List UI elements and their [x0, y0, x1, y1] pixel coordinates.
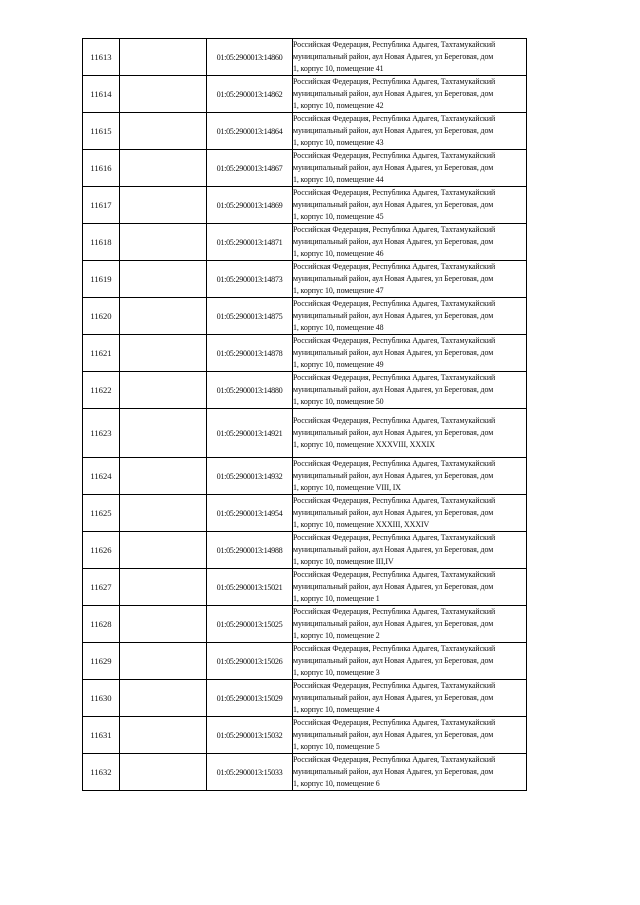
address-line: 1, корпус 10, помещение 44 — [293, 174, 384, 184]
address-cell — [293, 261, 527, 298]
cadastral-number: 01:05:2900013:14921 — [207, 409, 293, 458]
address-cell — [293, 39, 527, 76]
empty-cell — [120, 606, 207, 643]
address-line: 1, корпус 10, помещение 48 — [293, 322, 384, 332]
address-line: муниципальный район, аул Новая Адыгея, ул Береговая, дом — [293, 471, 494, 481]
table-row — [83, 717, 527, 754]
table-row — [83, 372, 527, 409]
address-line: Российская Федерация, Республика Адыгея, Тахтамукайский — [293, 755, 496, 765]
address-cell — [293, 606, 527, 643]
table-row — [83, 113, 527, 150]
address-line: Российская Федерация, Республика Адыгея, Тахтамукайский — [293, 681, 496, 691]
address-line: муниципальный район, аул Новая Адыгея, ул Береговая, дом — [293, 693, 494, 703]
table-row — [83, 532, 527, 569]
address-line: Российская Федерация, Республика Адыгея, Тахтамукайский — [293, 114, 496, 124]
address-cell — [293, 224, 527, 261]
table-row — [83, 261, 527, 298]
empty-cell — [120, 76, 207, 113]
empty-cell — [120, 495, 207, 532]
address-line: 1, корпус 10, помещение 45 — [293, 211, 384, 221]
address-line: Российская Федерация, Республика Адыгея, Тахтамукайский — [293, 496, 496, 506]
address-line: Российская Федерация, Республика Адыгея, Тахтамукайский — [293, 533, 496, 543]
address-cell — [293, 643, 527, 680]
address-line: 1, корпус 10, помещение III,IV — [293, 556, 394, 566]
row-number: 11628 — [83, 606, 120, 643]
row-number: 11622 — [83, 372, 120, 409]
cadastral-number: 01:05:2900013:14880 — [207, 372, 293, 409]
empty-cell — [120, 150, 207, 187]
cadastral-number: 01:05:2900013:15021 — [207, 569, 293, 606]
address-line: муниципальный район, аул Новая Адыгея, ул Береговая, дом — [293, 508, 494, 518]
address-line: муниципальный район, аул Новая Адыгея, ул Береговая, дом — [293, 730, 494, 740]
address-line: 1, корпус 10, помещение 43 — [293, 137, 384, 147]
row-number: 11631 — [83, 717, 120, 754]
cadastral-number: 01:05:2900013:14988 — [207, 532, 293, 569]
empty-cell — [120, 335, 207, 372]
address-cell — [293, 298, 527, 335]
cadastral-number: 01:05:2900013:14867 — [207, 150, 293, 187]
address-line: муниципальный район, аул Новая Адыгея, ул Береговая, дом — [293, 767, 494, 777]
address-line: муниципальный район, аул Новая Адыгея, ул Береговая, дом — [293, 619, 494, 629]
empty-cell — [120, 409, 207, 458]
table-row — [83, 150, 527, 187]
empty-cell — [120, 224, 207, 261]
cadastral-number: 01:05:2900013:15033 — [207, 754, 293, 791]
empty-cell — [120, 643, 207, 680]
address-line: Российская Федерация, Республика Адыгея, Тахтамукайский — [293, 151, 496, 161]
address-line: Российская Федерация, Республика Адыгея, Тахтамукайский — [293, 373, 496, 383]
cadastral-number: 01:05:2900013:14871 — [207, 224, 293, 261]
row-number: 11615 — [83, 113, 120, 150]
row-number: 11619 — [83, 261, 120, 298]
table-row — [83, 76, 527, 113]
address-cell — [293, 532, 527, 569]
address-line: муниципальный район, аул Новая Адыгея, ул Береговая, дом — [293, 163, 494, 173]
address-line: Российская Федерация, Республика Адыгея, Тахтамукайский — [293, 416, 496, 426]
row-number: 11625 — [83, 495, 120, 532]
row-number: 11613 — [83, 39, 120, 76]
address-line: Российская Федерация, Республика Адыгея, Тахтамукайский — [293, 77, 496, 87]
address-line: муниципальный район, аул Новая Адыгея, ул Береговая, дом — [293, 89, 494, 99]
address-line: 1, корпус 10, помещение 2 — [293, 630, 380, 640]
table-row — [83, 39, 527, 76]
address-line: Российская Федерация, Республика Адыгея, Тахтамукайский — [293, 459, 496, 469]
address-line: муниципальный район, аул Новая Адыгея, ул Береговая, дом — [293, 428, 494, 438]
address-line: Российская Федерация, Республика Адыгея, Тахтамукайский — [293, 262, 496, 272]
address-line: 1, корпус 10, помещение 4 — [293, 704, 380, 714]
row-number: 11627 — [83, 569, 120, 606]
address-line: муниципальный район, аул Новая Адыгея, ул Береговая, дом — [293, 348, 494, 358]
address-line: муниципальный район, аул Новая Адыгея, ул Береговая, дом — [293, 545, 494, 555]
registry-table — [82, 38, 527, 791]
address-line: муниципальный район, аул Новая Адыгея, ул Береговая, дом — [293, 311, 494, 321]
address-line: 1, корпус 10, помещение 47 — [293, 285, 384, 295]
address-line: Российская Федерация, Республика Адыгея, Тахтамукайский — [293, 188, 496, 198]
address-line: Российская Федерация, Республика Адыгея, Тахтамукайский — [293, 225, 496, 235]
cadastral-number: 01:05:2900013:14873 — [207, 261, 293, 298]
cadastral-number: 01:05:2900013:14932 — [207, 458, 293, 495]
table-row — [83, 335, 527, 372]
empty-cell — [120, 113, 207, 150]
address-cell — [293, 717, 527, 754]
address-cell — [293, 187, 527, 224]
row-number: 11623 — [83, 409, 120, 458]
cadastral-number: 01:05:2900013:14862 — [207, 76, 293, 113]
address-line: 1, корпус 10, помещение 41 — [293, 63, 384, 73]
address-line: 1, корпус 10, помещение XXXVIII, XXXIX — [293, 439, 435, 449]
cadastral-number: 01:05:2900013:15029 — [207, 680, 293, 717]
empty-cell — [120, 532, 207, 569]
empty-cell — [120, 754, 207, 791]
row-number: 11616 — [83, 150, 120, 187]
table-row — [83, 458, 527, 495]
address-line: 1, корпус 10, помещение 6 — [293, 778, 380, 788]
address-line: 1, корпус 10, помещение VIII, IX — [293, 482, 401, 492]
row-number: 11620 — [83, 298, 120, 335]
cadastral-number: 01:05:2900013:14869 — [207, 187, 293, 224]
cadastral-number: 01:05:2900013:15026 — [207, 643, 293, 680]
address-line: 1, корпус 10, помещение 1 — [293, 593, 380, 603]
row-number: 11624 — [83, 458, 120, 495]
address-cell — [293, 113, 527, 150]
cadastral-number: 01:05:2900013:15032 — [207, 717, 293, 754]
registry-table-body — [83, 39, 527, 791]
address-line: 1, корпус 10, помещение 49 — [293, 359, 384, 369]
address-line: 1, корпус 10, помещение 42 — [293, 100, 384, 110]
address-cell — [293, 458, 527, 495]
row-number: 11617 — [83, 187, 120, 224]
cadastral-number: 01:05:2900013:14878 — [207, 335, 293, 372]
address-line: Российская Федерация, Республика Адыгея, Тахтамукайский — [293, 644, 496, 654]
row-number: 11629 — [83, 643, 120, 680]
table-row — [83, 495, 527, 532]
address-line: 1, корпус 10, помещение XXXIII, XXXIV — [293, 519, 430, 529]
address-cell — [293, 409, 527, 458]
address-line: Российская Федерация, Республика Адыгея, Тахтамукайский — [293, 336, 496, 346]
table-row — [83, 754, 527, 791]
empty-cell — [120, 680, 207, 717]
empty-cell — [120, 458, 207, 495]
cadastral-number: 01:05:2900013:15025 — [207, 606, 293, 643]
address-line: муниципальный район, аул Новая Адыгея, ул Береговая, дом — [293, 582, 494, 592]
empty-cell — [120, 261, 207, 298]
table-row — [83, 680, 527, 717]
address-line: муниципальный район, аул Новая Адыгея, ул Береговая, дом — [293, 52, 494, 62]
row-number: 11626 — [83, 532, 120, 569]
empty-cell — [120, 717, 207, 754]
address-line: муниципальный район, аул Новая Адыгея, ул Береговая, дом — [293, 656, 494, 666]
address-line: муниципальный район, аул Новая Адыгея, ул Береговая, дом — [293, 200, 494, 210]
table-row — [83, 224, 527, 261]
row-number: 11621 — [83, 335, 120, 372]
row-number: 11632 — [83, 754, 120, 791]
empty-cell — [120, 372, 207, 409]
address-line: 1, корпус 10, помещение 5 — [293, 741, 380, 751]
address-cell — [293, 569, 527, 606]
empty-cell — [120, 187, 207, 224]
address-cell — [293, 76, 527, 113]
address-line: 1, корпус 10, помещение 46 — [293, 248, 384, 258]
row-number: 11618 — [83, 224, 120, 261]
table-row — [83, 643, 527, 680]
cadastral-number: 01:05:2900013:14875 — [207, 298, 293, 335]
cadastral-number: 01:05:2900013:14954 — [207, 495, 293, 532]
cadastral-number: 01:05:2900013:14864 — [207, 113, 293, 150]
row-number: 11630 — [83, 680, 120, 717]
table-row — [83, 606, 527, 643]
address-line: Российская Федерация, Республика Адыгея, Тахтамукайский — [293, 299, 496, 309]
empty-cell — [120, 569, 207, 606]
address-line: Российская Федерация, Республика Адыгея, Тахтамукайский — [293, 570, 496, 580]
address-line: Российская Федерация, Республика Адыгея, Тахтамукайский — [293, 607, 496, 617]
empty-cell — [120, 298, 207, 335]
table-row — [83, 298, 527, 335]
address-line: муниципальный район, аул Новая Адыгея, ул Береговая, дом — [293, 274, 494, 284]
address-cell — [293, 495, 527, 532]
row-number: 11614 — [83, 76, 120, 113]
address-cell — [293, 754, 527, 791]
table-row — [83, 409, 527, 458]
address-cell — [293, 680, 527, 717]
address-cell — [293, 335, 527, 372]
address-line: муниципальный район, аул Новая Адыгея, ул Береговая, дом — [293, 385, 494, 395]
address-line: 1, корпус 10, помещение 50 — [293, 396, 384, 406]
table-row — [83, 569, 527, 606]
address-cell — [293, 372, 527, 409]
address-line: 1, корпус 10, помещение 3 — [293, 667, 380, 677]
address-line: Российская Федерация, Республика Адыгея, Тахтамукайский — [293, 40, 496, 50]
empty-cell — [120, 39, 207, 76]
address-cell — [293, 150, 527, 187]
address-line: Российская Федерация, Республика Адыгея, Тахтамукайский — [293, 718, 496, 728]
address-line: муниципальный район, аул Новая Адыгея, ул Береговая, дом — [293, 237, 494, 247]
cadastral-number: 01:05:2900013:14860 — [207, 39, 293, 76]
table-row — [83, 187, 527, 224]
address-line: муниципальный район, аул Новая Адыгея, ул Береговая, дом — [293, 126, 494, 136]
